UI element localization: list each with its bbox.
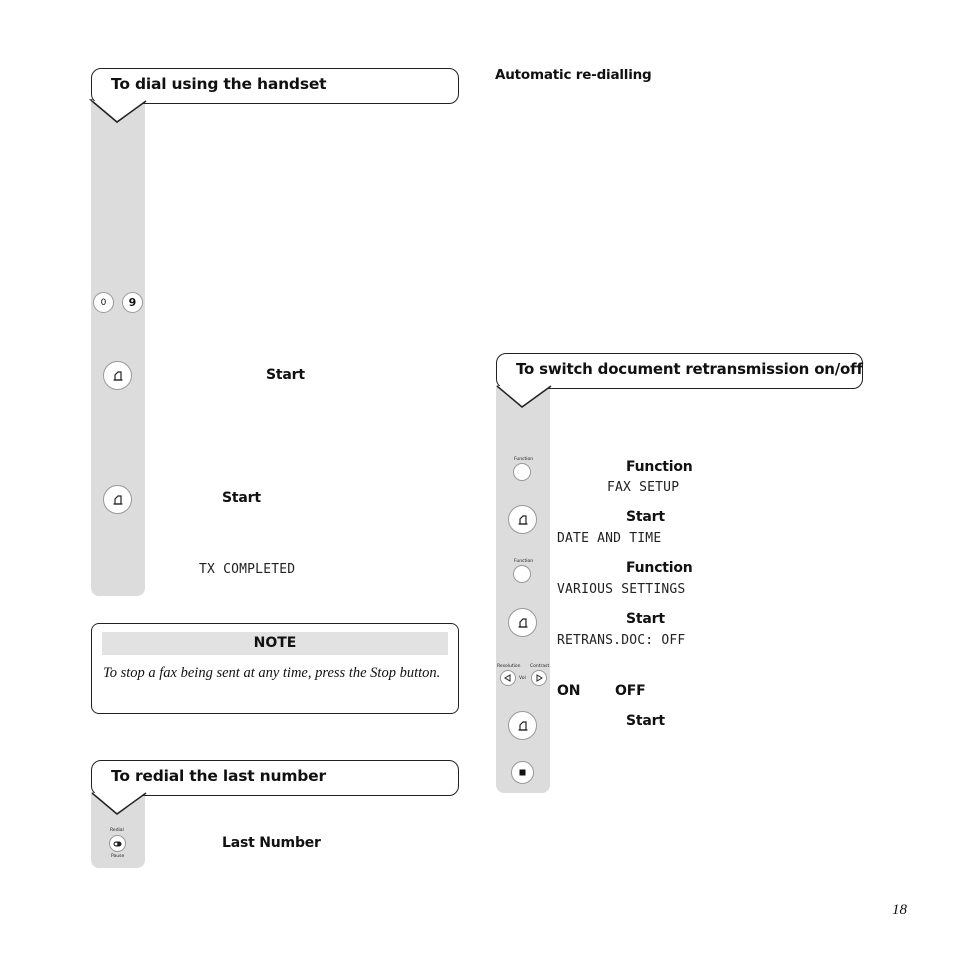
start-button-4[interactable] [508, 608, 537, 637]
display-tx-completed: TX COMPLETED [199, 562, 296, 577]
key-9-label: 9 [128, 296, 137, 309]
step1-display: FAX SETUP [607, 480, 680, 495]
step3-display: VARIOUS SETTINGS [557, 582, 686, 597]
vol-caption: Vol [519, 676, 526, 681]
stop-icon [519, 769, 526, 776]
step4-key-label: Start [626, 611, 665, 627]
right-arrow-icon [535, 674, 543, 682]
start-icon [517, 514, 529, 526]
on-option-label: ON [557, 683, 581, 699]
step4-display: RETRANS.DOC: OFF [557, 633, 686, 648]
step2-key-label: Start [626, 509, 665, 525]
retrans-section-title: To switch document retransmission on/off [516, 360, 863, 378]
key-0-button[interactable] [93, 292, 114, 313]
key-9-button[interactable] [122, 292, 143, 313]
retrans-header-pointer [496, 386, 556, 410]
note-text: To stop a fax being sent at any time, press the Stop button. [103, 665, 441, 681]
start-icon [517, 720, 529, 732]
start-icon [517, 617, 529, 629]
start-button-3[interactable] [508, 505, 537, 534]
resolution-left-button[interactable] [500, 670, 516, 686]
contrast-caption: Contrast [530, 664, 550, 669]
redial-key-caption: Redial [110, 828, 124, 833]
function-key-caption-1: Function [514, 457, 534, 462]
resolution-caption: Resolution [497, 664, 521, 669]
off-option-label: OFF [615, 683, 646, 699]
step1-key-label: Function [626, 459, 693, 475]
contrast-right-button[interactable] [531, 670, 547, 686]
start-button-2[interactable] [103, 485, 132, 514]
redial-icon [113, 841, 122, 847]
redial-section-title: To redial the last number [111, 767, 326, 785]
redial-header-pointer [91, 793, 151, 817]
start-button-5[interactable] [508, 711, 537, 740]
function-button-2[interactable] [513, 565, 531, 583]
dial-header-pointer-cover [91, 101, 151, 125]
start-label-1: Start [266, 367, 305, 383]
note-heading: NOTE [102, 632, 448, 655]
start-button-1[interactable] [103, 361, 132, 390]
pause-key-caption: Pause [111, 854, 125, 859]
final-start-label: Start [626, 713, 665, 729]
dial-button-rail [91, 100, 145, 596]
step3-key-label: Function [626, 560, 693, 576]
key-0-label: 0 [100, 297, 107, 308]
auto-redial-heading: Automatic re-dialling [495, 67, 652, 83]
left-arrow-icon [504, 674, 512, 682]
start-icon [112, 370, 124, 382]
function-key-caption-2: Function [514, 559, 534, 564]
page-number: 18 [892, 902, 907, 918]
function-button-1[interactable] [513, 463, 531, 481]
start-label-2: Start [222, 490, 261, 506]
last-number-label: Last Number [222, 835, 321, 851]
redial-button[interactable] [109, 835, 126, 852]
dial-section-title: To dial using the handset [111, 75, 327, 93]
step2-display: DATE AND TIME [557, 531, 662, 546]
start-icon [112, 494, 124, 506]
stop-button[interactable] [511, 761, 534, 784]
